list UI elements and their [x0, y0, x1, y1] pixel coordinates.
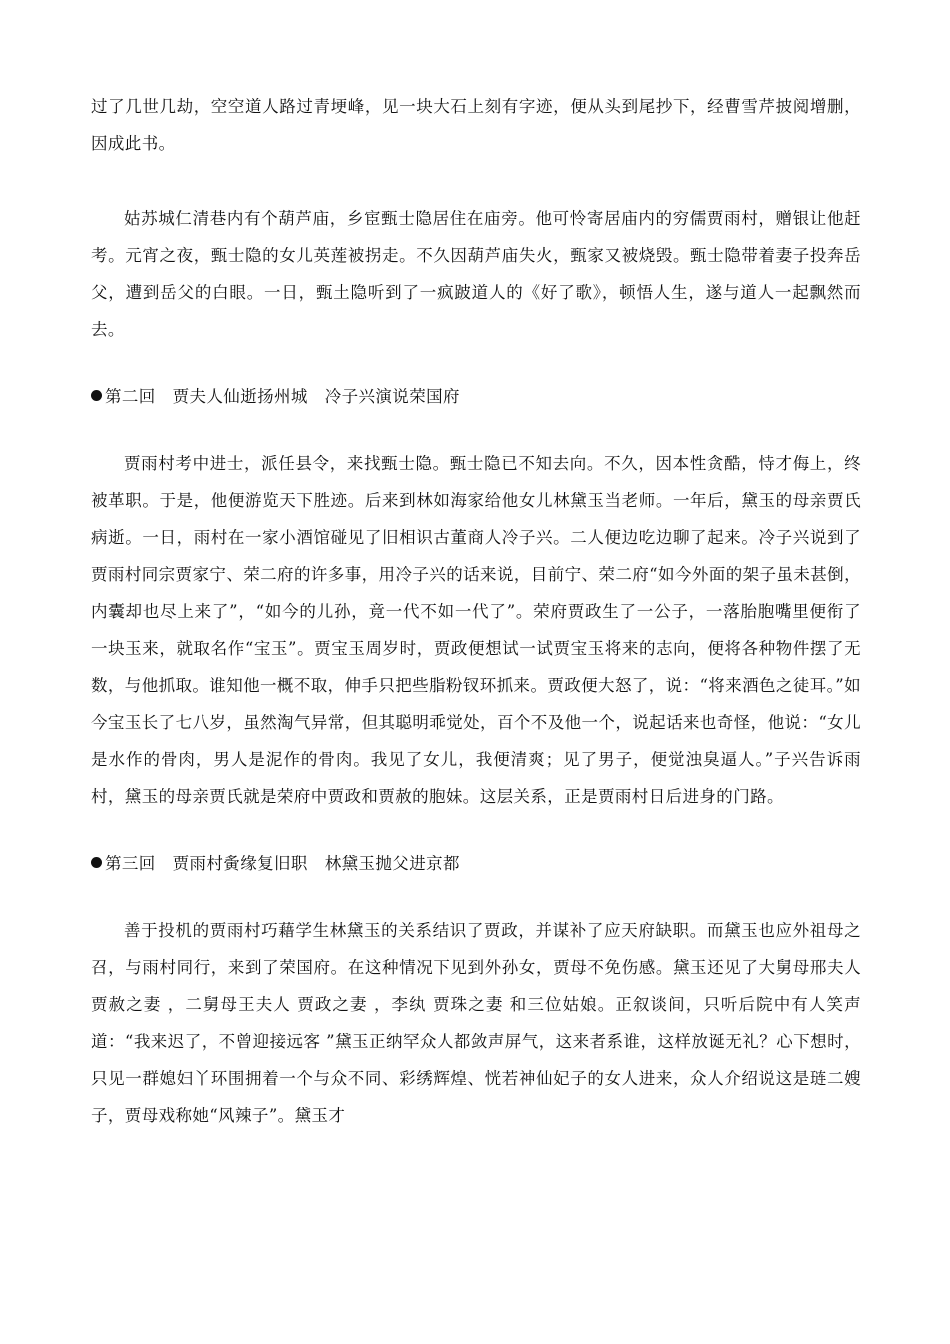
spacer	[91, 415, 861, 445]
paragraph-chapter1-summary: 姑苏城仁清巷内有个葫芦庙，乡宦甄士隐居住在庙旁。他可怜寄居庙内的穷儒贾雨村，赠银让他赶考。元宵之夜，甄士隐的女儿英莲被拐走。不久因葫芦庙失火，甄家又被烧毁。甄士隐带着妻子投奔岳父，遭到岳父的白眼。一日，甄土隐听到了一疯跛道人的《好了歌》，顿悟人生，遂与道人一起飘然而去。	[91, 209, 861, 339]
chapter-heading-3	[91, 845, 861, 882]
spacer	[91, 348, 861, 378]
chapter-heading-2-text: 第二回 贾夫人仙逝扬州城 冷子兴演说荣国府	[105, 387, 460, 406]
spacer	[91, 162, 861, 200]
chapter-heading-2	[91, 378, 861, 415]
paragraph-continued: 过了几世几劫，空空道人路过青埂峰，见一块大石上刻有字迹，便从头到尾抄下，经曹雪芹披阅增删，因成此书。	[91, 97, 861, 153]
spacer	[91, 815, 861, 845]
paragraph-chapter3-summary: 善于投机的贾雨村巧藉学生林黛玉的关系结识了贾政，并谋补了应天府缺职。而黛玉也应外祖母之召，与雨村同行，来到了荣国府。在这种情况下见到外孙女，贾母不免伤感。黛玉还见了大舅母邢夫人 贾赦之妻 ，二舅母王夫人 贾政之妻 ，李纨 贾珠之妻 和三位姑娘。正叙谈间，只听后院中有人笑声道：“我来迟了，不曾迎接远客 ”黛玉正纳罕众人都敛声屏气，这来者系谁，这样放诞无礼？心下想时，只见一群媳妇丫环围拥着一个与众不同、彩绣辉煌、恍若神仙妃子的女人进来，众人介绍说这是琏二嫂子，贾母戏称她“风辣子”。黛玉才	[91, 921, 861, 1125]
bullet-icon	[91, 390, 102, 401]
bullet-icon	[91, 857, 102, 868]
chapter-heading-3-text: 第三回 贾雨村夤缘复旧职 林黛玉抛父进京都	[105, 854, 460, 873]
spacer	[91, 882, 861, 912]
paragraph-chapter2-summary: 贾雨村考中进士，派任县令，来找甄士隐。甄士隐已不知去向。不久，因本性贪酷，恃才侮上，终被革职。于是，他便游览天下胜迹。后来到林如海家给他女儿林黛玉当老师。一年后，黛玉的母亲贾氏病逝。一日，雨村在一家小酒馆碰见了旧相识古董商人冷子兴。二人便边吃边聊了起来。冷子兴说到了贾雨村同宗贾家宁、荣二府的许多事，用冷子兴的话来说，目前宁、荣二府“如今外面的架子虽未甚倒，内囊却也尽上来了”，“如今的儿孙，竟一代不如一代了”。荣府贾政生了一公子，一落胎胞嘴里便衔了一块玉来，就取名作“宝玉”。贾宝玉周岁时，贾政便想试一试贾宝玉将来的志向，便将各种物件摆了无数，与他抓取。谁知他一概不取，伸手只把些脂粉钗环抓来。贾政便大怒了，说：“将来酒色之徒耳。”如今宝玉长了七八岁，虽然淘气异常，但其聪明乖觉处，百个不及他一个，说起话来也奇怪，他说：“女儿是水作的骨肉，男人是泥作的骨肉。我见了女儿，我便清爽；见了男子，便觉浊臭逼人。”子兴告诉雨村，黛玉的母亲贾氏就是荣府中贾政和贾赦的胞妹。这层关系，正是贾雨村日后进身的门路。	[91, 454, 861, 806]
document-page	[91, 88, 861, 1134]
